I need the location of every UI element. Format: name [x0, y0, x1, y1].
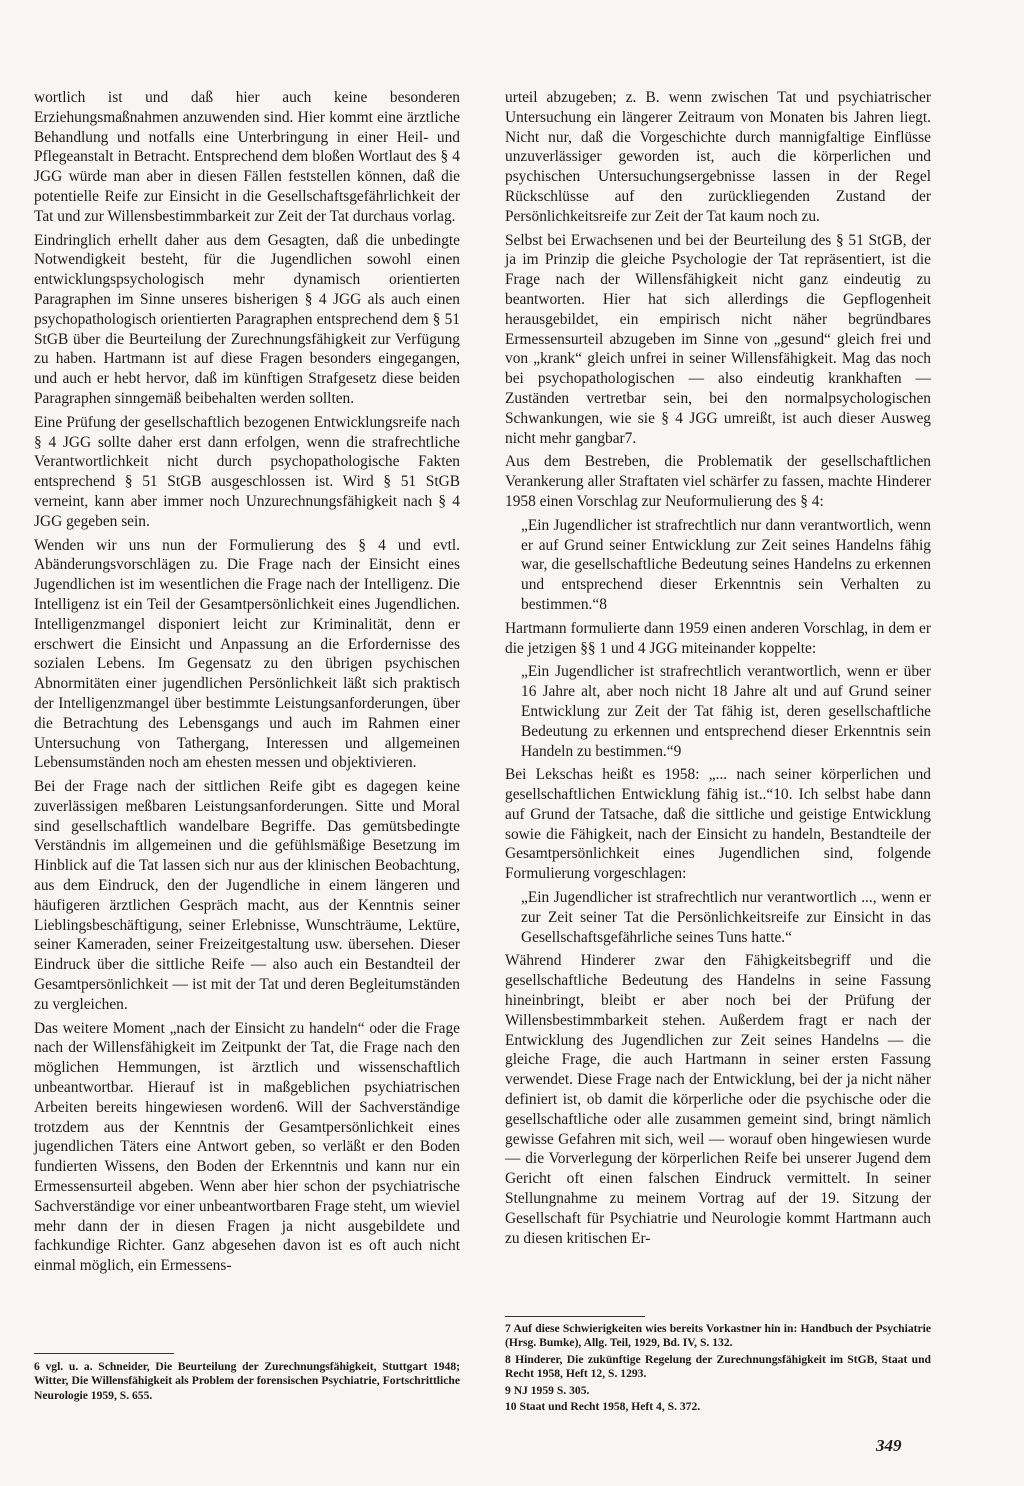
footnote-divider: [505, 1316, 645, 1317]
footnote: 9 NJ 1959 S. 305.: [505, 1383, 590, 1397]
paragraph: wortlich ist und daß hier auch keine besonderen Erziehungsmaßnahmen anzuwenden sind. Hier kommt eine ärztliche Behandlung und notfalls eine Unterbringung in einer Heil- und Pflegeanstalt in Betracht. Entsprechend dem bloßen Wortlaut des § 4 JGG würde man aber in diesen Fällen feststellen können, daß die potentielle Reife zur Einsicht in die Gesellschaftsgefährlichkeit der Tat und zur Willensbestimmbarkeit zur Zeit der Tat durchaus vorlag.: [34, 89, 460, 225]
paragraph: Bei der Frage nach der sittlichen Reife gibt es dagegen keine zuverlässigen meßbaren Leistungsanforderungen. Sitte und Moral sind gesellschaftlich wandelbare Begriffe. Das gemütsbedingte Verständnis im allgemeinen und die gefühlsmäßige Besetzung im Hinblick auf die Tat lassen sich nur aus der klinischen Beobachtung, aus dem Eindruck, den der Jugendliche in einem längeren und häufigeren ärztlichen Gespräch macht, aus der Kenntnis seiner Lieblingsbeschäftigung, seiner Erlebnisse, Wunschträume, Lektüre, seiner Kameraden, seiner Freizeitgestaltung usw. übersehen. Dieser Eindruck über die sittliche Reife — also auch ein Bestandteil der Gesamtpersönlichkeit — ist mit der Tat und deren Begleitumständen zu vergleichen.: [34, 778, 460, 1013]
paragraph: Eindringlich erhellt daher aus dem Gesagten, daß die unbedingte Notwendigkeit besteht, für die Jugendlichen sowohl einen entwicklungspsychologisch mehr dynamisch orientierten Paragraphen im Sinne unseres bisherigen § 4 JGG als auch einen psychopathologisch orientierten Paragraphen entsprechend dem § 51 StGB über die Beurteilung der Zurechnungsfähigkeit zur Verfügung zu haben. Hartmann ist auf diese Fragen besonders eingegangen, und auch er hebt hervor, daß im künftigen Strafgesetz diese beiden Paragraphen sinngemäß beibehalten werden sollten.: [34, 231, 460, 407]
right-column: [505, 88, 931, 1252]
paragraph: Wenden wir uns nun der Formulierung des § 4 und evtl. Abänderungsvorschlägen zu. Die Frage nach der Einsicht eines Jugendlichen ist im wesentlichen die Frage nach der Intelligenz. Die Intelligenz ist ein Teil der Gesamtpersönlichkeit eines Jugendlichen. Intelligenzmangel disponiert leicht zur Kriminalität, denn er erschwert die Einsicht und Anpassung an die Erfordernisse des sozialen Lebens. Im Gegensatz zu den übrigen psychischen Abnormitäten einer jugendlichen Persönlichkeit läßt sich praktisch der Intelligenzmangel über bestimmte Leistungsanforderungen, über die Betrachtung des Lebensgangs und auch im Rahmen einer Untersuchung von Tathergang, Interessen und allgemeinen Lebensumständen noch am ehesten messen und objektivieren.: [34, 536, 460, 772]
footnote: 6 vgl. u. a. Schneider, Die Beurteilung der Zurechnungsfähigkeit, Stuttgart 1948; Witter, Die Willensfähigkeit als Problem der forensischen Psychiatrie, Fortschrittliche Neurologie 1959, S. 655.: [34, 1360, 460, 1402]
footnote: 10 Staat und Recht 1958, Heft 4, S. 372.: [505, 1400, 701, 1414]
left-column: [34, 88, 460, 1280]
footnotes-right: [505, 1322, 931, 1416]
paragraph: Das weitere Moment „nach der Einsicht zu handeln“ oder die Frage nach der Willensfähigkeit im Zeitpunkt der Tat, die Frage nach den möglichen Hemmungen, ist ärztlich und wissenschaftlich unbeantwortbar. Hierauf ist in maßgeblichen psychiatrischen Arbeiten bereits hingewiesen worden6. Will der Sachverständige trotzdem aus der Kenntnis der Gesamtpersönlichkeit eines jugendlichen Täters eine Antwort geben, so verläßt er den Boden fundierten Wissens, den Boden der Erkenntnis und kann nur ein Ermessensurteil abgeben. Wenn aber hier schon der psychiatrische Sachverständige vor einer unbeantwortbaren Frage steht, um wieviel mehr dann der in diesen Fragen ja nicht ausgebildete und fachkundige Richter. Ganz abgesehen davon ist es oft auch nicht einmal möglich, ein Ermessens-: [34, 1019, 460, 1275]
footnote-divider: [34, 1353, 174, 1354]
block-quote: „Ein Jugendlicher ist strafrechtlich nur verantwortlich ..., wenn er zur Zeit seiner Tat die Persönlichkeitsreife zur Einsicht in das Gesellschaftsgefährliche seines Tuns hatte.“: [521, 889, 931, 946]
paragraph: urteil abzugeben; z. B. wenn zwischen Tat und psychiatrischer Untersuchung ein längerer Zeitraum von Monaten bis Jahren liegt. Nicht nur, daß die Vorgeschichte durch mannigfaltige Einflüsse unzuverlässiger geworden ist, auch die körperlichen und psychischen Untersuchungsergebnisse lassen in der Regel Rückschlüsse auf den zurückliegenden Zustand der Persönlichkeitsreife zur Zeit der Tat kaum noch zu.: [505, 89, 931, 225]
paragraph: Selbst bei Erwachsenen und bei der Beurteilung des § 51 StGB, der ja im Prinzip die gleiche Psychologie der Tat repräsentiert, ist die Frage nach der Willensfähigkeit nicht ganz eindeutig zu beantworten. Hier hat sich allerdings die Gepflogenheit herausgebildet, ein empirisch nicht näher begründbares Ermessensurteil abzugeben im Sinne von „gesund“ gleich frei und von „krank“ gleich unfrei in seiner Willensfähigkeit. Mag das noch bei psychopathologischen — also eindeutig krankhaften — Zuständen vertretbar sein, bei den normalpsychologischen Schwankungen, wie sie § 4 JGG umreißt, ist auch dieser Ausweg nicht mehr gangbar7.: [505, 231, 931, 447]
paragraph: Bei Lekschas heißt es 1958: „... nach seiner körperlichen und gesellschaftlichen Entwicklung fähig ist..“10. Ich selbst habe dann auf Grund der Tatsache, daß die sittliche und geistige Entwicklung sowie die Fähigkeit, nach der Einsicht zu handeln, Bestandteile der Gesamtpersönlichkeit eines Jugendlichen sind, folgende Formulierung vorgeschlagen:: [505, 766, 931, 883]
paragraph: Hartmann formulierte dann 1959 einen anderen Vorschlag, in dem er die jetzigen §§ 1 und 4 JGG miteinander koppelte:: [505, 619, 931, 657]
footnotes-left: [34, 1360, 460, 1405]
paragraph: Aus dem Bestreben, die Problematik der gesellschaftlichen Verankerung aller Straftaten viel schärfer zu fassen, machte Hinderer 1958 einen Vorschlag zur Neuformulierung des § 4:: [505, 453, 931, 510]
page-number: 349: [876, 1436, 902, 1455]
footnote: 8 Hinderer, Die zukünftige Regelung der Zurechnungsfähigkeit im StGB, Staat und Recht 1958, Heft 12, S. 1293.: [505, 1352, 931, 1381]
block-quote: „Ein Jugendlicher ist strafrechtlich verantwortlich, wenn er über 16 Jahre alt, aber noch nicht 18 Jahre alt und auf Grund seiner Entwicklung zur Zeit der Tat fähig ist, deren gesellschaftliche Bedeutung zu erkennen und entsprechend dieser Erkenntnis sein Handeln zu bestimmen.“9: [521, 663, 931, 760]
paragraph: Während Hinderer zwar den Fähigkeitsbegriff und die gesellschaftliche Bedeutung des Handelns in seine Fassung hineinbringt, bleibt er aber noch bei der Prüfung der Willensbestimmbarkeit stehen. Außerdem fragt er nach der Entwicklung des Jugendlichen zur Zeit seines Handelns — die gleiche Frage, die auch Hartmann in seiner ersten Fassung verwendet. Diese Frage nach der Entwicklung, bei der ja nicht näher definiert ist, ob damit die körperliche oder die psychische oder die gesellschaftliche oder alle zusammen gemeint sind, bringt nämlich gewisse Gefahren mit sich, weil — worauf oben hingewiesen wurde — die Vorverlegung der körperlichen Reife bei unserer Jugend dem Gericht oft einen falschen Eindruck vermittelt. In seiner Stellungnahme zu meinem Vortrag auf der 19. Sitzung der Gesellschaft für Psychiatrie und Neurologie kommt Hartmann auch zu diesen kritischen Er-: [505, 952, 931, 1247]
block-quote: „Ein Jugendlicher ist strafrechtlich nur dann verantwortlich, wenn er auf Grund seiner Entwicklung zur Zeit seines Handelns fähig war, die gesellschaftliche Bedeutung seines Handelns zu erkennen und entsprechend dieser Erkenntnis sein Verhalten zu bestimmen.“8: [521, 516, 931, 613]
footnote: 7 Auf diese Schwierigkeiten wies bereits Vorkastner hin in: Handbuch der Psychiatrie (Hrsg. Bumke), Allg. Teil, 1929, Bd. IV, S. 132.: [505, 1322, 931, 1350]
paragraph: Eine Prüfung der gesellschaftlich bezogenen Entwicklungsreife nach § 4 JGG sollte daher erst dann erfolgen, wenn die strafrechtliche Verantwortlichkeit nicht durch psychopathologische Fakten entsprechend § 51 StGB ausgeschlossen ist. Wird § 51 StGB verneint, kann aber immer noch Unzurechnungsfähigkeit nach § 4 JGG gegeben sein.: [34, 413, 460, 530]
